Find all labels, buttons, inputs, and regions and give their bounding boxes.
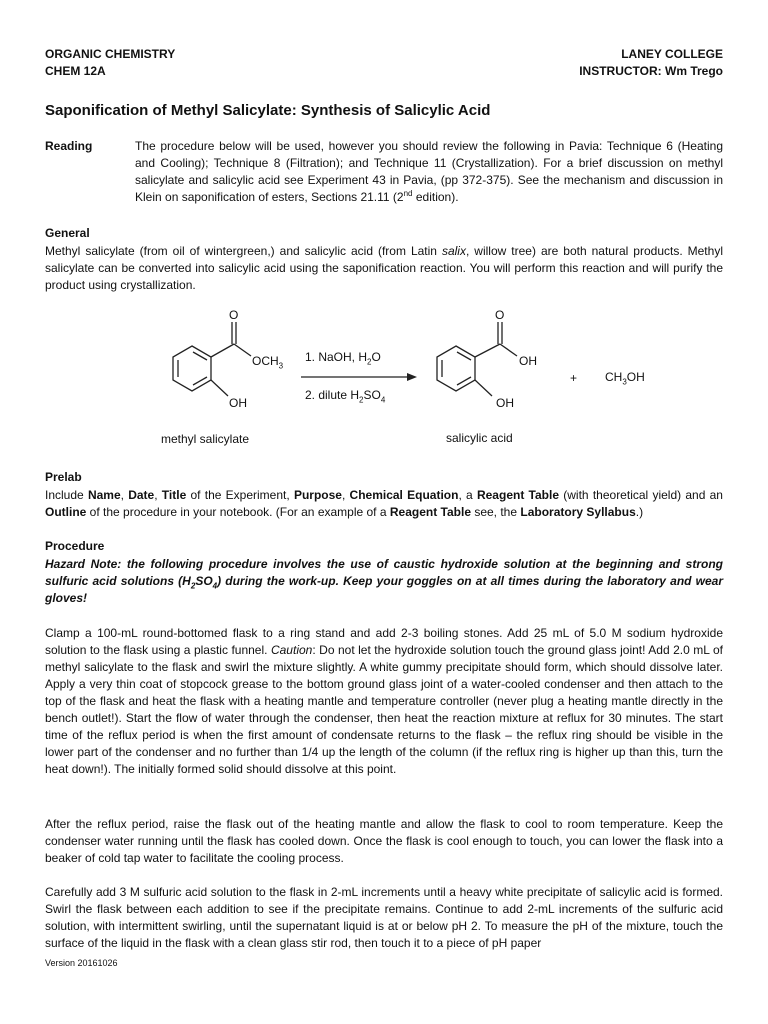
product-carbonyl-oxygen: O (495, 308, 505, 322)
procedure-paragraph-1: Clamp a 100-mL round-bottomed flask to a ring stand and add 2-3 boiling stones. Add 25 mL of 5.0 M sodium hydroxide solution to the flask using a plastic funnel. Caution: Do not let the hydroxide solution touch the ground glass joint! Add 2.0 mL of methyl salicylate to the flask and swirl the mixture slightly. A white gummy precipitate should form, which should dissolve later. Apply a very thin coat of stopcock grease to the bottom ground glass joint of a water-cooled condenser and then attach to the top of the flask and heat the flask with a heating mantle and temperature controller (never plug a heating mantle directly in the bench outlet!). Start the flow of water through the condenser, then heat the reaction mixture at reflux for 30 minutes. The start time of the reflux period is when the first amount of condensate returns to the flask – the reflux ring should be visible in the lower part of the condenser and no further than 1/4 up the length of the column (if the reflux ring is higher up than this, turn the heat down!). The initially formed solid should dissolve at this point. (45, 626, 723, 776)
reactant-carbonyl-oxygen: O (229, 308, 239, 322)
prelab-text: Include Name, Date, Title of the Experiment, Purpose, Chemical Equation, a Reagent Table (with theoretical yield) and an Outline of the procedure in your notebook. (For an example of a Reagent Table see, the Laboratory Syllabus.) (45, 488, 723, 519)
product-phenol-hydroxyl: OH (496, 396, 514, 410)
plus-sign: + (570, 371, 578, 385)
reaction-arrow-head (407, 373, 417, 381)
course-header (45, 46, 175, 80)
general-text: Methyl salicylate (from oil of wintergreen,) and salicylic acid (from Latin salix, willow tree) are both natural products. Methyl salicylate can be converted into salicylic acid using the saponification reaction. You will perform this reaction and will purify the product using crystallization. (45, 244, 723, 292)
procedure-paragraph-3: Carefully add 3 M sulfuric acid solution to the flask in 2-mL increments until a heavy white precipitate of salicylic acid is formed. Swirl the flask between each addition to see if the precipitate remains. Continue to add 2-mL increments of the sulfuric acid solution, with intermittent swirling, until the supernatant liquid is at or below pH 2. To measure the pH of the mixture, touch the surface of the liquid in the flask with a clean glass stir rod, then touch it to a piece of pH paper (45, 885, 723, 950)
page-title: Saponification of Methyl Salicylate: Synthesis of Salicylic Acid (45, 102, 491, 119)
reaction-step-1: 1. NaOH, $H_2O$ (305, 350, 381, 367)
college-name: LANEY COLLEGE (621, 47, 723, 61)
procedure-paragraph-2: After the reflux period, raise the flask out of the heating mantle and allow the flask to cool to room temperature. Keep the condenser water running until the flask has cooled down. Once the flask is cool enough to touch, you can lower the flask into a beaker of cold tap water to facilitate the cooling process. (45, 817, 723, 865)
version-footer: Version 20161026 (45, 958, 118, 968)
hazard-note: Hazard Note: the following procedure involves the use of caustic hydroxide solution at the beginning and strong sulfuric acid solutions $(H_2SO_4)$ during the work-up. Keep your goggles on at all times during the laboratory and wear gloves! (45, 557, 723, 605)
course-name: ORGANIC CHEMISTRY (45, 47, 176, 61)
reactant-name: methyl salicylate (161, 432, 250, 446)
reading-label: Reading (45, 139, 93, 153)
instructor-name: INSTRUCTOR: Wm Trego (579, 64, 723, 78)
reactant-methoxy-group: $OCH_3$ (252, 354, 284, 371)
reaction-step-2: 2. dilute $H_2SO_4$ (305, 388, 386, 405)
reactant-hydroxyl: OH (229, 396, 247, 410)
course-code: CHEM 12A (45, 64, 106, 78)
reading-text: The procedure below will be used, however you should review the following in Pavia: Technique 6 (Heating and Cooling); Technique 8 (Filtration); and Technique 11 (Crystallization). For a brief discussion on methyl salicylate and salicylic acid see Experiment 43 in Pavia, (pp 372-375). See the mechanism and discussion in Klein on saponification of esters, Sections 21.11 (2nd edition). (135, 139, 723, 204)
methanol-byproduct: $CH_3OH$ (605, 370, 645, 387)
reaction-scheme (45, 308, 723, 458)
product-carboxyl-hydroxyl: OH (519, 354, 537, 368)
general-heading: General (45, 226, 90, 240)
reactant-benzene-ring (173, 346, 211, 391)
procedure-heading: Procedure (45, 539, 105, 553)
product-name: salicylic acid (446, 431, 513, 445)
college-header (579, 46, 723, 80)
prelab-heading: Prelab (45, 470, 82, 484)
reading-section (45, 138, 723, 206)
product-benzene-ring (437, 346, 475, 391)
